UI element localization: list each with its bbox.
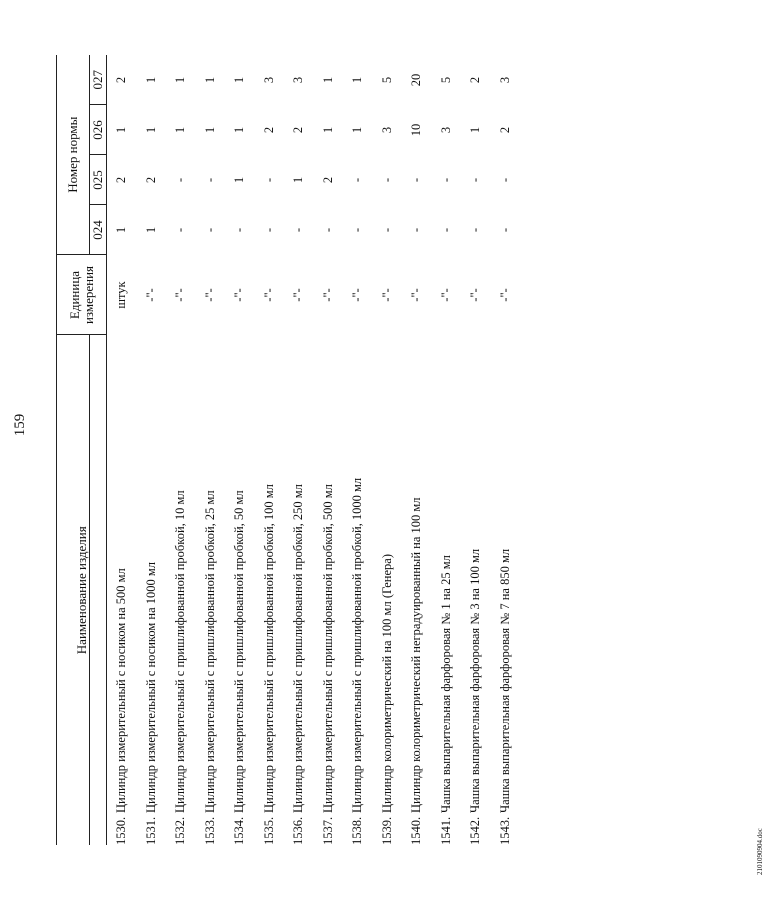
header-code-025: 025	[90, 155, 107, 205]
header-unit-line2: измерения	[80, 265, 96, 325]
header-code-024: 024	[90, 205, 107, 255]
norm-value-027: 5	[379, 76, 394, 84]
norm-value-027: 3	[261, 76, 276, 84]
table-body	[107, 55, 521, 845]
item-name: Цилиндр измерительный с носиком на 1000 мл	[143, 561, 158, 813]
item-name: Цилиндр измерительный с носиком на 500 мл	[114, 568, 129, 813]
table-row	[461, 55, 491, 845]
table-row	[196, 55, 226, 845]
header-code-027: 027	[90, 55, 107, 105]
norm-value-025: -	[173, 177, 188, 183]
norm-value-025: 2	[114, 176, 129, 184]
row-number: 1538.	[350, 816, 365, 845]
norm-value-027: 3	[291, 76, 306, 84]
unit-cell: -"-	[143, 288, 158, 302]
norm-value-026: 1	[350, 126, 365, 134]
norm-value-025: -	[379, 177, 394, 183]
norm-value-027: 3	[497, 76, 512, 84]
header-unit	[57, 255, 107, 335]
norm-value-025: -	[438, 177, 453, 183]
norm-value-025: 1	[232, 176, 247, 184]
norm-value-025: -	[202, 177, 217, 183]
item-name: Цилиндр измерительный с пришлифованной пробкой, 50 мл	[232, 490, 247, 813]
norm-value-027: 2	[114, 76, 129, 84]
item-name: Чашка выпарительная фарфоровая № 3 на 100 мл	[468, 548, 483, 813]
header-name-spacer	[90, 335, 107, 845]
table-row	[255, 55, 285, 845]
row-number: 1536.	[291, 816, 306, 845]
row-number: 1532.	[173, 816, 188, 845]
norm-value-024: -	[261, 227, 276, 233]
page-number: 159	[12, 413, 28, 437]
norm-value-024: 1	[114, 226, 129, 234]
norm-value-024: -	[438, 227, 453, 233]
table-header	[57, 55, 107, 845]
unit-cell: -"-	[438, 288, 453, 302]
row-number: 1535.	[261, 816, 276, 845]
norm-value-027: 20	[409, 73, 424, 87]
item-name: Цилиндр измерительный с пришлифованной пробкой, 500 мл	[320, 484, 335, 813]
norm-value-027: 1	[143, 76, 158, 84]
row-number: 1533.	[202, 816, 217, 845]
row-number: 1540.	[409, 816, 424, 845]
norm-value-026: 3	[438, 126, 453, 134]
norm-value-024: 1	[143, 226, 158, 234]
norm-value-024: -	[232, 227, 247, 233]
item-name: Цилиндр измерительный с пришлифованной пробкой, 100 мл	[261, 484, 276, 813]
table-row	[166, 55, 196, 845]
norm-value-024: -	[202, 227, 217, 233]
header-norm-group: Номер нормы	[57, 55, 90, 255]
item-name: Цилиндр измерительный с пришлифованной пробкой, 25 мл	[202, 490, 217, 813]
row-number: 1534.	[232, 816, 247, 845]
norm-value-027: 5	[438, 76, 453, 84]
table-row	[373, 55, 403, 845]
norm-value-026: 2	[291, 126, 306, 134]
row-number: 1531.	[143, 816, 158, 845]
unit-cell: -"-	[261, 288, 276, 302]
row-number: 1542.	[468, 816, 483, 845]
unit-cell: -"-	[173, 288, 188, 302]
table-row	[343, 55, 373, 845]
norm-value-024: -	[409, 227, 424, 233]
rotated-page-content	[12, 55, 764, 875]
norm-value-027: 1	[320, 76, 335, 84]
norm-value-024: -	[291, 227, 306, 233]
norm-value-024: -	[320, 227, 335, 233]
norm-value-026: 1	[114, 126, 129, 134]
table-row	[137, 55, 167, 845]
norm-value-026: 10	[409, 123, 424, 137]
table-row	[314, 55, 344, 845]
norm-value-025: -	[350, 177, 365, 183]
norm-value-026: 2	[261, 126, 276, 134]
item-name: Цилиндр измерительный с пришлифованной пробкой, 250 мл	[291, 484, 306, 813]
norm-value-026: 1	[202, 126, 217, 134]
table-row	[284, 55, 314, 845]
norm-value-026: 1	[143, 126, 158, 134]
unit-cell: -"-	[232, 288, 247, 302]
norm-value-025: 1	[291, 176, 306, 184]
norm-value-025: 2	[320, 176, 335, 184]
norm-value-025: -	[497, 177, 512, 183]
table-row	[432, 55, 462, 845]
norm-value-024: -	[350, 227, 365, 233]
table-row	[402, 55, 432, 845]
norm-value-027: 1	[232, 76, 247, 84]
unit-cell: -"-	[202, 288, 217, 302]
item-name: Цилиндр измерительный с пришлифованной пробкой, 10 мл	[173, 490, 188, 813]
header-name: Наименование изделия	[57, 335, 90, 845]
row-number: 1541.	[438, 816, 453, 845]
row-number: 1530.	[114, 816, 129, 845]
norm-value-026: 1	[320, 126, 335, 134]
unit-cell: -"-	[379, 288, 394, 302]
norm-value-026: 3	[379, 126, 394, 134]
norm-value-026: 1	[232, 126, 247, 134]
item-name: Чашка выпарительная фарфоровая № 7 на 850 мл	[497, 548, 512, 813]
norm-value-026: 2	[497, 126, 512, 134]
row-number: 1543.	[497, 816, 512, 845]
table-row	[225, 55, 255, 845]
unit-cell: штук	[114, 281, 129, 309]
norm-value-025: 2	[143, 176, 158, 184]
norm-value-027: 1	[202, 76, 217, 84]
unit-cell: -"-	[497, 288, 512, 302]
unit-cell: -"-	[409, 288, 424, 302]
norm-value-024: -	[468, 227, 483, 233]
item-name: Цилиндр колориметрический на 100 мл (Генера)	[379, 554, 394, 813]
norm-value-024: -	[173, 227, 188, 233]
norm-value-026: 1	[173, 126, 188, 134]
item-name: Чашка выпарительная фарфоровая № 1 на 25 мл	[438, 555, 453, 813]
item-name: Цилиндр измерительный с пришлифованной пробкой, 1000 мл	[350, 477, 365, 813]
header-unit-line1: Единица	[66, 270, 82, 320]
norm-value-024: -	[497, 227, 512, 233]
norm-value-024: -	[379, 227, 394, 233]
unit-cell: -"-	[320, 288, 335, 302]
norm-value-027: 1	[350, 76, 365, 84]
document-code: 2101090904.doc	[756, 828, 764, 875]
row-number: 1537.	[320, 816, 335, 845]
item-name: Цилиндр колориметрический неградуированный на 100 мл	[409, 497, 424, 813]
table-row	[107, 55, 137, 845]
norm-value-025: -	[409, 177, 424, 183]
norms-table	[56, 55, 520, 845]
unit-cell: -"-	[291, 288, 306, 302]
norm-value-025: -	[468, 177, 483, 183]
unit-cell: -"-	[350, 288, 365, 302]
norm-value-027: 2	[468, 76, 483, 84]
row-number: 1539.	[379, 816, 394, 845]
unit-cell: -"-	[468, 288, 483, 302]
table-row	[491, 55, 521, 845]
norm-value-026: 1	[468, 126, 483, 134]
header-code-026: 026	[90, 105, 107, 155]
norm-value-025: -	[261, 177, 276, 183]
norm-value-027: 1	[173, 76, 188, 84]
